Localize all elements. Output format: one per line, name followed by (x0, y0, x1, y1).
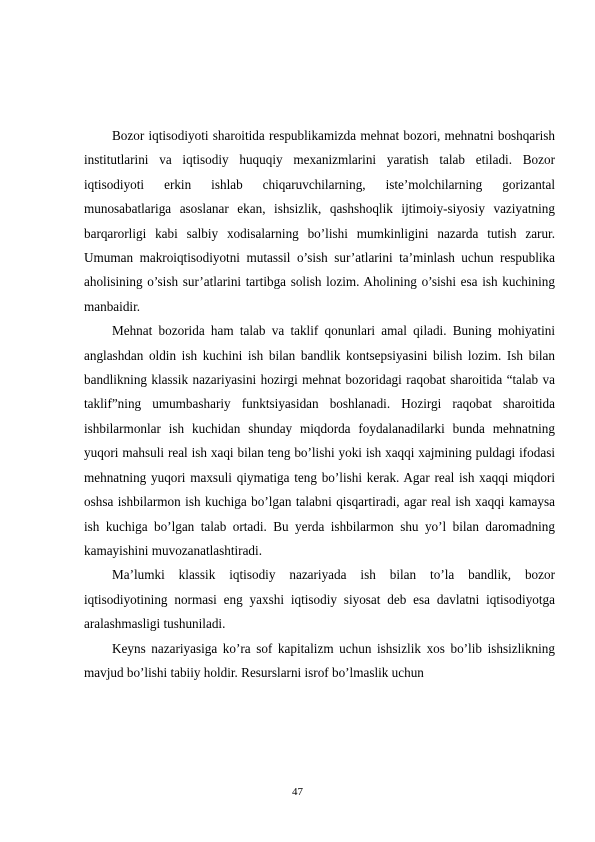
paragraph-2: Mehnat bozorida ham talab va taklif qonunlari amal qiladi. Buning mohiyatini anglashdan oldin ish kuchini ish bilan bandlik kontsepsiyasini bilish lozim. Ish bilan bandlikning klassik nazariyasini hozirgi mehnat bozoridagi raqobat sharoitida “talab va taklif”ning umumbashariy funktsiyasidan boshlanadi. Hozirgi raqobat sharoitida ishbilarmonlar ish kuchidan shunday miqdorda foydalanadilarki bunda mehnatning yuqori mahsuli real ish xaqi bilan teng bo’lishi yoki ish xaqqi xajmining puldagi ifodasi mehnatning yuqori maxsuli qiymatiga teng bo’lishi kerak. Agar real ish xaqqi miqdori oshsa ishbilarmon ish kuchiga bo’lgan talabni qisqartiradi, agar real ish xaqqi kamaysa ish kuchiga bo’lgan talab ortadi. Bu yerda ishbilarmon shu yo’l bilan daromadning kamayishini muvozanatlashtiradi. (84, 323, 555, 558)
paragraph-4: Keyns nazariyasiga ko’ra sof kapitalizm uchun ishsizlik xos bo’lib ishsizlikning mavjud bo’lishi tabiiy holdir. Resurslarni isrof bo’lmaslik uchun (84, 640, 555, 680)
paragraph-3: Ma’lumki klassik iqtisodiy nazariyada ish bilan to’la bandlik, bozor iqtisodiyotining normasi eng yaxshi iqtisodiy siyosat deb esa davlatni iqtisodiyotga aralashmasligi tushuniladi. (84, 567, 555, 632)
paragraph-1: Bozor iqtisodiyoti sharoitida respublikamizda mehnat bozori, mehnatni boshqarish institutlarini va iqtisodiy huquqiy mexanizmlarini yaratish talab etiladi. Bozor iqtisodiyoti erkin ishlab chiqaruvchilarning, iste’molchilarning gorizantal munosabatlariga asoslanar ekan, ishsizlik, qashshoqlik ijtimoiy-siyosiy vaziyatning barqarorligi kabi salbiy xodisalarning bo’lishi mumkinligini nazarda tutish zarur. Umuman makroiqtisodiyotni mutassil o’sish sur’atlarini ta’minlash uchun respublika aholisining o’sish sur’atlarini tartibga solish lozim. Aholining o’sishi esa ish kuchining manbaidir. (84, 128, 555, 314)
body-text (84, 124, 555, 685)
page-number: 47 (292, 786, 303, 798)
